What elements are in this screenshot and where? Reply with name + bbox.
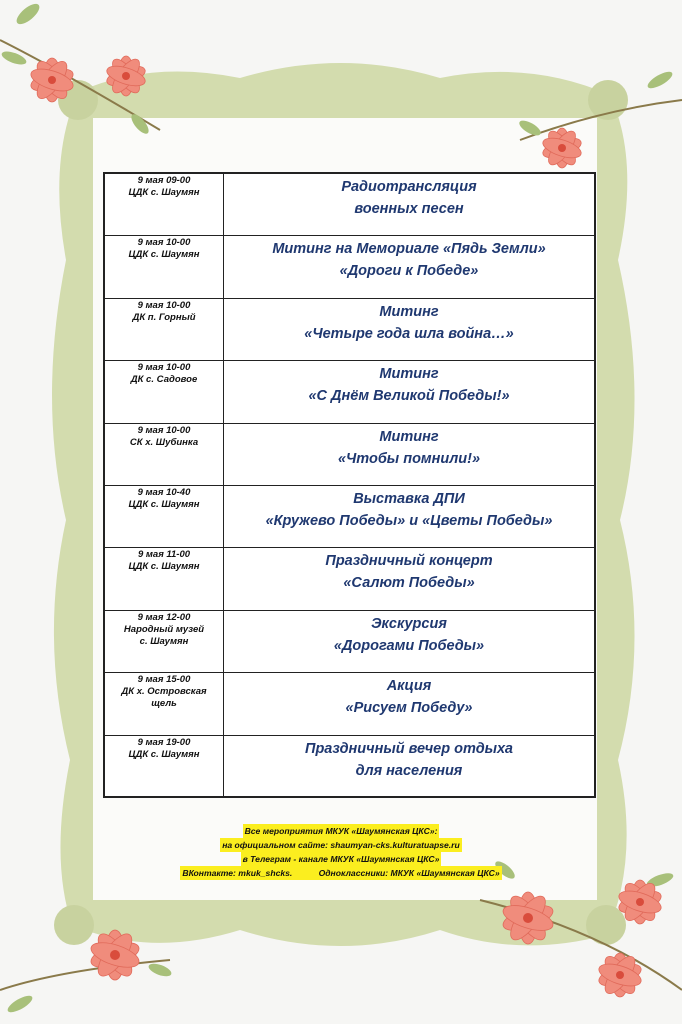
event-date: 9 мая 10-00	[137, 299, 191, 311]
event-when-cell	[105, 424, 224, 485]
info-line-telegram[interactable]: в Телеграм - канале МКУК «Шаумянская ЦКС»	[242, 854, 440, 864]
event-date: 9 мая 10-00	[137, 237, 191, 249]
event-title-cell	[224, 736, 594, 798]
event-row	[105, 424, 594, 486]
event-row	[105, 611, 594, 673]
event-when-cell	[105, 361, 224, 422]
event-date: 9 мая 10-00	[137, 424, 191, 436]
event-title-cell	[224, 548, 594, 609]
event-when-cell	[105, 548, 224, 609]
event-title-cell	[224, 673, 594, 734]
event-title-line: «Дороги к Победе»	[339, 263, 479, 280]
event-title-line: Праздничный вечер отдыха	[305, 740, 513, 757]
event-date: 9 мая 10-00	[137, 362, 191, 374]
event-title-line: «Чтобы помнили!»	[337, 450, 481, 467]
event-row	[105, 548, 594, 610]
event-row	[105, 486, 594, 548]
event-place: с. Шаумян	[139, 635, 189, 647]
event-when-cell	[105, 673, 224, 734]
event-place: ДК с. Садовое	[130, 374, 198, 386]
event-when-cell	[105, 486, 224, 547]
event-when-cell	[105, 611, 224, 672]
event-title-cell	[224, 174, 594, 235]
event-title-line: Митинг на Мемориале «Пядь Земли»	[272, 241, 546, 258]
event-date: 9 мая 15-00	[137, 674, 191, 686]
info-line-socials[interactable]	[180, 866, 501, 880]
event-title-line: Выставка ДПИ	[353, 490, 465, 507]
event-title-cell	[224, 611, 594, 672]
event-title-cell	[224, 486, 594, 547]
flower-center	[636, 898, 644, 906]
event-place: Народный музей	[123, 623, 205, 635]
flower-center	[616, 971, 624, 979]
event-row	[105, 736, 594, 798]
event-when-cell	[105, 299, 224, 360]
events-schedule-table	[103, 172, 596, 798]
event-date: 9 мая 11-00	[137, 549, 191, 561]
event-place: СК х. Шубинка	[129, 436, 199, 448]
event-row	[105, 174, 594, 236]
event-place: щель	[151, 698, 177, 710]
event-title-line: «Рисуем Победу»	[345, 700, 473, 717]
event-title-line: «Салют Победы»	[343, 575, 475, 592]
event-title-line: «Кружево Победы» и «Цветы Победы»	[265, 512, 553, 529]
flower-center	[122, 72, 130, 80]
event-date: 9 мая 12-00	[137, 611, 191, 623]
event-place: ДК х. Островская	[121, 686, 207, 698]
event-row	[105, 299, 594, 361]
flower-center	[523, 913, 533, 923]
event-row	[105, 236, 594, 298]
branch-bottom-left	[0, 960, 170, 990]
leaf	[147, 961, 173, 979]
event-place: ЦДК с. Шаумян	[128, 187, 200, 198]
vk-label[interactable]: ВКонтакте: mkuk_shcks.	[182, 868, 293, 878]
event-place: ЦДК с. Шаумян	[128, 561, 200, 573]
leaf	[5, 993, 34, 1016]
info-block	[0, 824, 682, 880]
event-title-line: «Четыре года шла война…»	[304, 325, 514, 342]
flower-center	[558, 144, 566, 152]
ok-label[interactable]: Одноклассники: МКУК «Шаумянская ЦКС»	[318, 868, 500, 878]
event-place: ЦДК с. Шаумян	[128, 249, 200, 261]
event-title-line: Митинг	[379, 303, 439, 320]
event-when-cell	[105, 174, 224, 235]
event-title-cell	[224, 299, 594, 360]
event-title-line: Акция	[386, 678, 432, 695]
event-place: ЦДК с. Шаумян	[128, 498, 200, 510]
info-line-1: Все мероприятия МКУК «Шаумянская ЦКС»:	[244, 826, 438, 836]
flower-center	[48, 76, 56, 84]
leaf	[13, 0, 42, 27]
event-title-line: «Дорогами Победы»	[333, 637, 485, 654]
info-line-website[interactable]: на официальном сайте: shaumyan-cks.kulturatuapse.ru	[222, 840, 460, 850]
event-date: 9 мая 19-00	[137, 736, 191, 748]
frame-ornament-bl	[54, 905, 94, 945]
event-title-line: Экскурсия	[371, 615, 447, 632]
flower-center	[110, 950, 120, 960]
event-place: ДК п. Горный	[132, 311, 196, 323]
event-when-cell	[105, 236, 224, 297]
event-place: ЦДК с. Шаумян	[128, 748, 200, 760]
event-title-line: Митинг	[379, 366, 439, 383]
event-date: 9 мая 10-40	[137, 486, 191, 498]
event-title-line: Праздничный концерт	[325, 553, 493, 570]
event-title-cell	[224, 236, 594, 297]
event-date: 9 мая 09-00	[137, 175, 191, 186]
event-title-line: «С Днём Великой Победы!»	[308, 388, 510, 405]
event-title-line: Радиотрансляция	[341, 179, 477, 195]
event-when-cell	[105, 736, 224, 798]
event-row	[105, 673, 594, 735]
event-title-line: военных песен	[354, 201, 464, 217]
event-row	[105, 361, 594, 423]
event-title-cell	[224, 424, 594, 485]
event-title-cell	[224, 361, 594, 422]
leaf	[645, 69, 674, 92]
event-title-line: Митинг	[379, 428, 439, 445]
event-title-line: для населения	[355, 762, 463, 779]
